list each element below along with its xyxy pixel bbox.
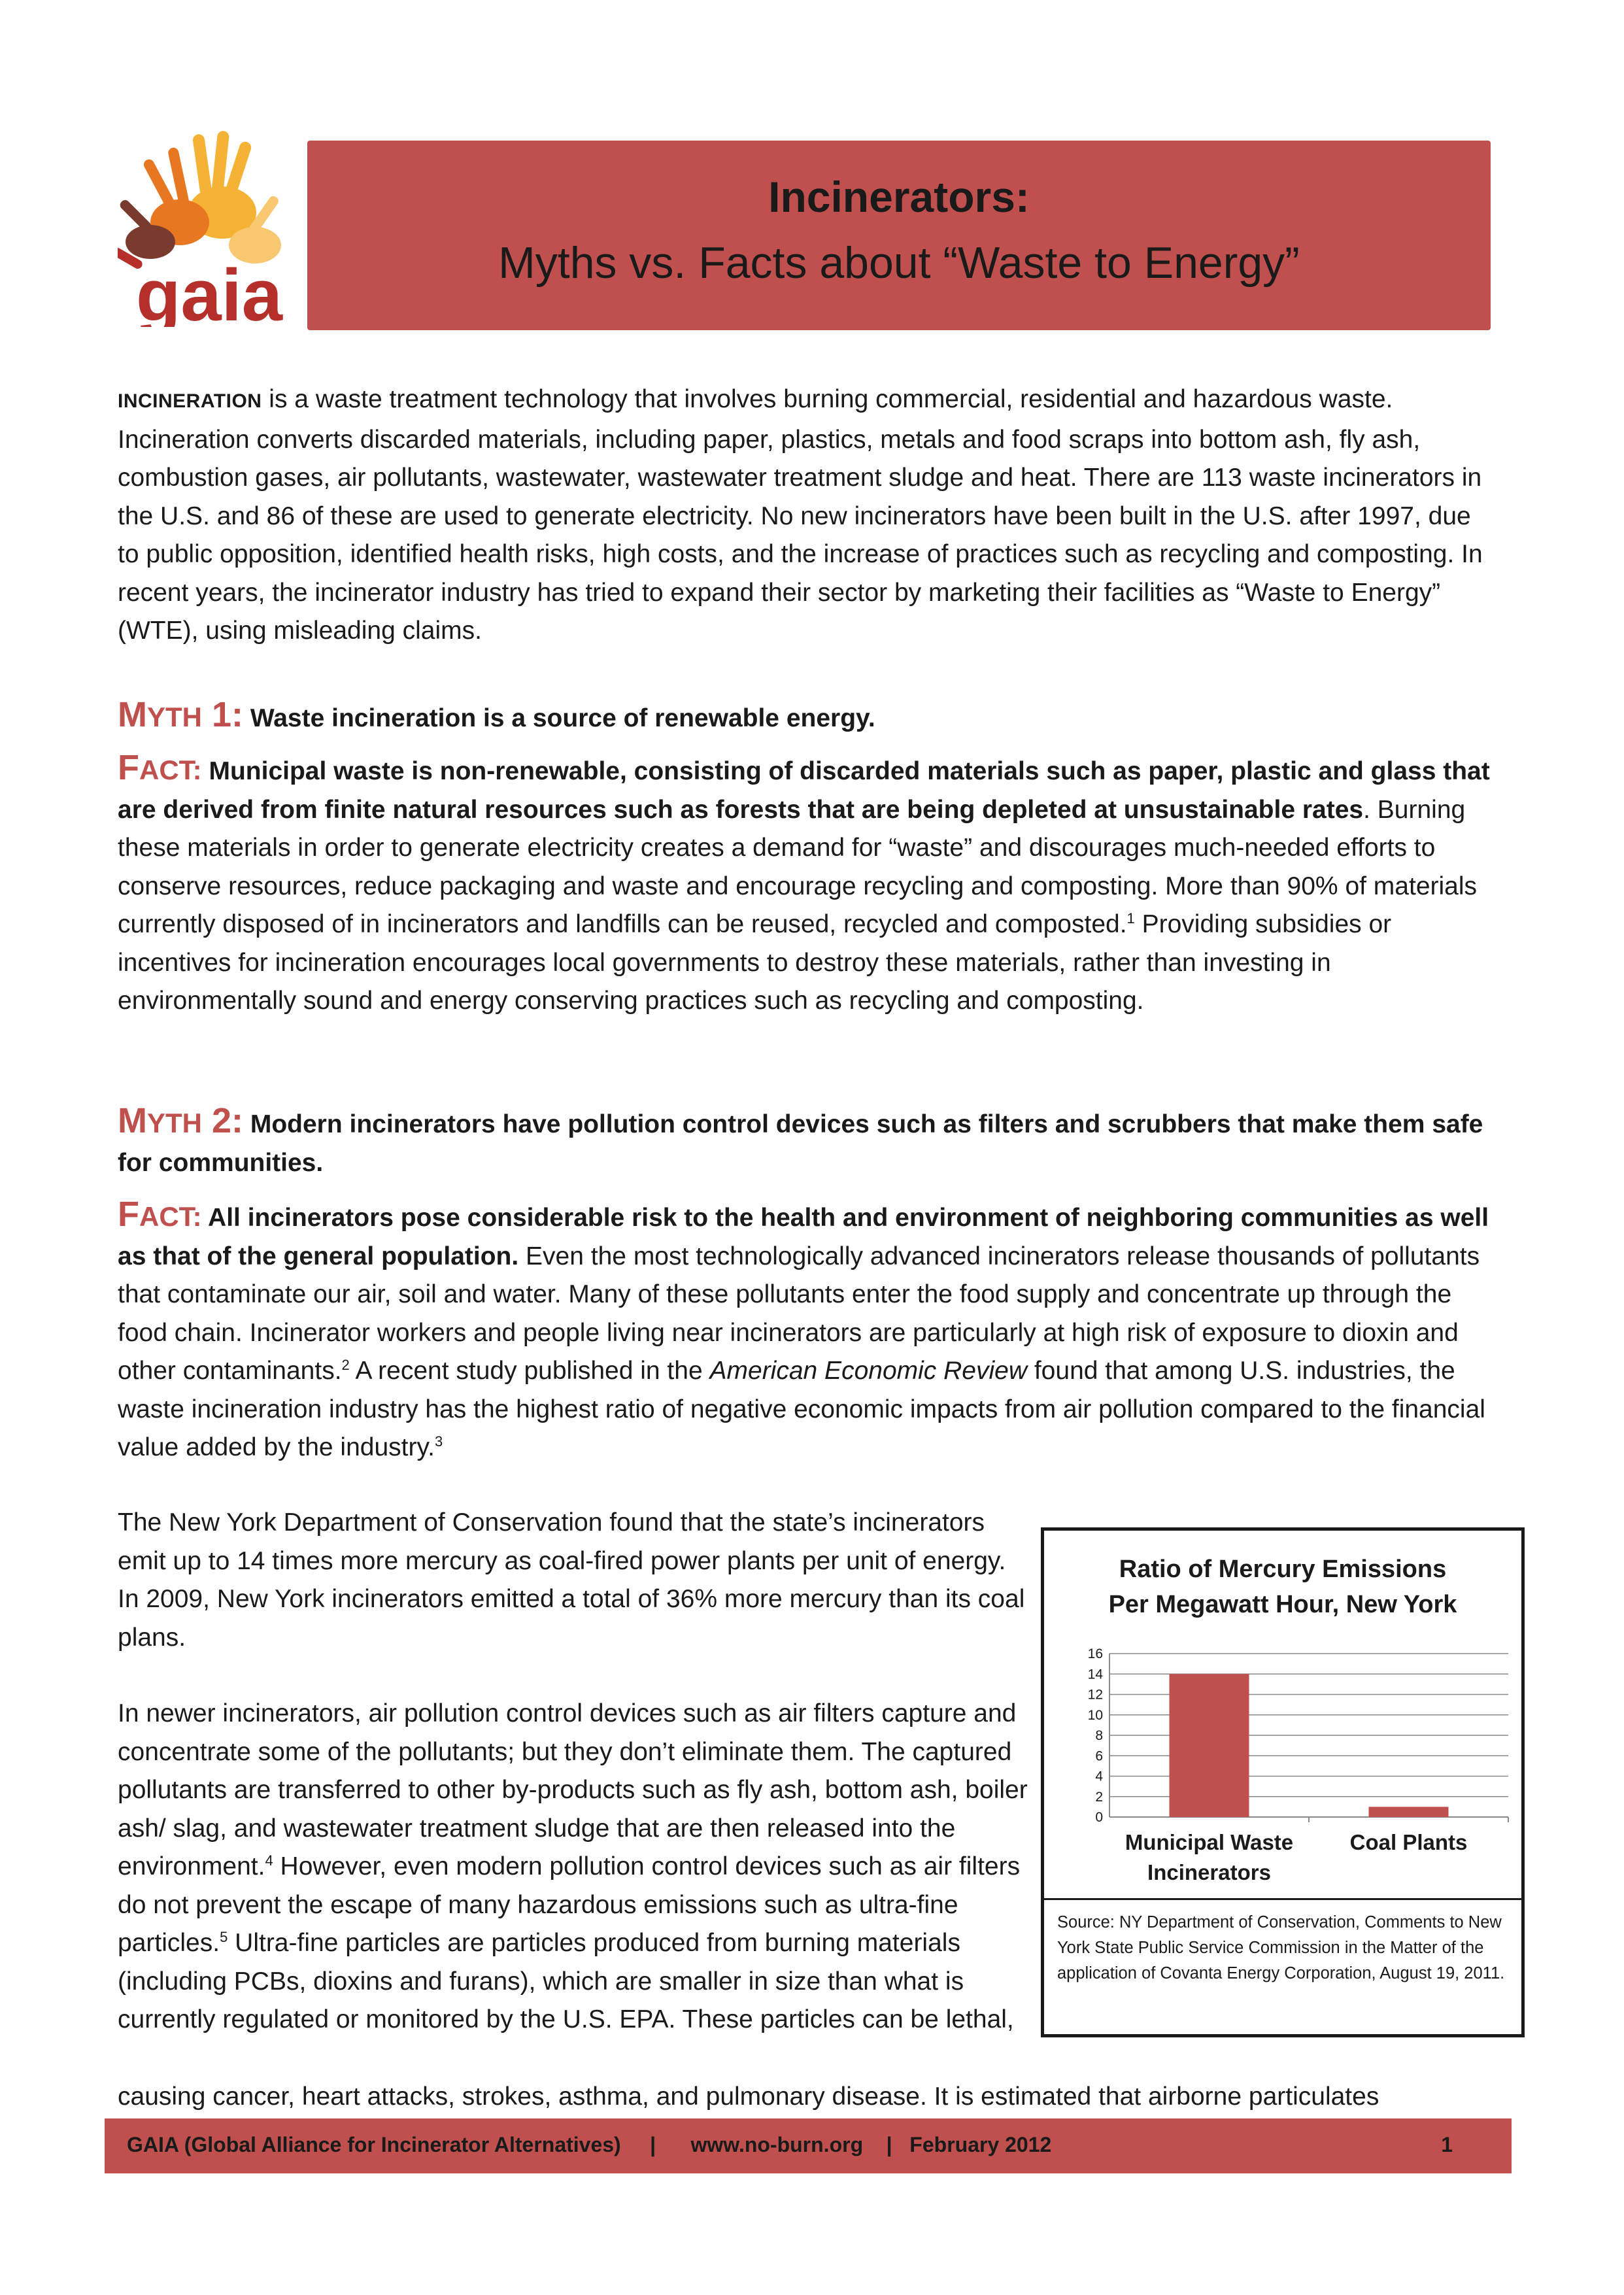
footnote-ref: 2: [341, 1357, 350, 1373]
x-category-label: Incinerators: [1147, 1860, 1271, 1884]
fact-2: FACT: All incinerators pose considerable risk to the health and environment of neighboring communities as well as that of the general population. Even the most technologically advanced incinerators release thousands of pollutants that contaminate our air, soil and water. Many of these pollutants enter the food supply and concentrate up through the food chain. Incinerator workers and people living near incinerators are particularly at high risk of exposure to dioxin and other contaminants.$^2$ A recent study published in the American Economic Review found that among U.S. industries, the waste incineration industry has the highest ratio of negative economic impacts from air pollution compared to the financial value added by the industry.$^3$: [118, 1195, 1489, 1461]
y-tick-label: 8: [1095, 1728, 1103, 1743]
y-tick-label: 16: [1087, 1646, 1103, 1661]
footnote-ref: 4: [265, 1852, 273, 1869]
footnote-ref: 1: [1126, 910, 1135, 926]
intro-paragraph: [118, 381, 1491, 651]
footnote-ref: 3: [434, 1433, 443, 1450]
y-tick-label: 6: [1095, 1748, 1103, 1764]
title-banner: [307, 141, 1491, 330]
svg-text:gaia: gaia: [135, 254, 283, 327]
y-tick-label: 12: [1087, 1687, 1103, 1703]
bar: [1170, 1674, 1249, 1817]
y-tick-label: 4: [1095, 1769, 1103, 1784]
myth-1-statement: Waste incineration is a source of renewable energy.: [243, 704, 875, 732]
myth-2: MYTH 2: Modern incinerators have pollution control devices such as filters and scrubbers that make them safe for communities.: [118, 1101, 1483, 1177]
newer-incinerators-continued: causing cancer, heart attacks, strokes, asthma, and pulmonary disease. It is estimated that airborne particulates: [118, 2082, 1379, 2111]
bar: [1369, 1807, 1449, 1817]
page-number: 1: [1441, 2133, 1453, 2156]
gaia-logo: [118, 131, 297, 327]
fact-1-claim: Municipal waste is non-renewable, consisting of discarded materials such as paper, plastic and glass that are derived from finite natural resources such as forests that are being depleted at unsustainable rates: [118, 757, 1490, 824]
myth-1: MYTH 1: Waste incineration is a source of renewable energy.: [118, 695, 875, 734]
page-title: Incinerators:: [768, 173, 1030, 221]
footnote-ref: 5: [220, 1929, 228, 1945]
intro-text: is a waste treatment technology that involves burning commercial, residential and hazardous waste. Incineration converts discarded materials, including paper, plastics, metals and food scraps into bottom ash, fly ash, combustion gases, air pollutants, wastewater, wastewater treatment sludge and heat. There are 113 waste incinerators in the U.S. and 86 of these are used to generate electricity. No new incinerators have been built in the U.S. after 1997, due to public opposition, identified health risks, high costs, and the increase of practices such as recycling and composting. In recent years, the incinerator industry has tried to expand their sector by marketing their facilities as “Waste to Energy” (WTE), using misleading claims.: [118, 385, 1483, 645]
x-category-label: Coal Plants: [1349, 1830, 1468, 1854]
footer-bar: [105, 2118, 1512, 2173]
chart-source: Source: NY Department of Conservation, Comments to New York State Public Service Commission in the Matter of the application of Covanta Energy Corporation, August 19, 2011.: [1057, 1913, 1505, 1982]
x-category-label: Municipal Waste: [1125, 1830, 1294, 1854]
chart-title: Ratio of Mercury Emissions Per Megawatt Hour, New York: [1108, 1556, 1457, 1618]
intro-lead: INCINERATION: [118, 390, 262, 412]
y-tick-label: 2: [1095, 1789, 1103, 1805]
ny-paragraph: The New York Department of Conservation found that the state’s incinerators emit up to 14 times more mercury as coal-fired power plants per unit of energy. In 2009, New York incinerators emitted a total of 36% more mercury than its coal plans.: [118, 1508, 1025, 1652]
fact-2-claim: All incinerators pose considerable risk to the health and environment of neighboring communities as well as that of the general population.: [118, 1204, 1489, 1270]
bar-chart: [1044, 1642, 1521, 1897]
newer-incinerators-paragraph: In newer incinerators, air pollution control devices such as air filters capture and concentrate some of the pollutants; but they don’t eliminate them. The captured pollutants are transferred to other by-products such as fly ash, bottom ash, boiler ash/ slag, and wastewater treatment sludge that are then released into the environment.$^4$ However, even modern pollution control devices such as air filters do not prevent the escape of many hazardous emissions such as ultra-fine particles.$^5$ Ultra-fine particles are particles produced from burning materials (including PCBs, dioxins and furans), which are smaller in size than what is currently regulated or monitored by the U.S. EPA. These particles can be lethal,: [118, 1699, 1028, 2033]
footer-text: GAIA (Global Alliance for Incinerator Alternatives) | www.no-burn.org | February 2012: [127, 2133, 1052, 2156]
y-tick-label: 0: [1095, 1810, 1103, 1825]
mercury-chart: [1041, 1527, 1525, 2037]
fact-1: FACT: Municipal waste is non-renewable, consisting of discarded materials such as paper, plastic and glass that are derived from finite natural resources such as forests that are being depleted at unsustainable rates. Burning these materials in order to generate electricity creates a demand for “waste” and discourages much-needed efforts to conserve resources, reduce packaging and waste and encourage recycling and composting. More than 90% of materials currently disposed of in incinerators and landfills can be reused, recycled and composted.$^1$ Providing subsidies or incentives for incineration encourages local governments to destroy these materials, rather than investing in environmentally sound and energy conserving practices such as recycling and composting.: [118, 748, 1490, 1015]
chart-divider: [1044, 1898, 1521, 1900]
y-tick-label: 14: [1087, 1667, 1103, 1682]
myth-2-statement: Modern incinerators have pollution control devices such as filters and scrubbers that make them safe for communities.: [118, 1110, 1483, 1177]
hands-icon: [118, 131, 297, 327]
y-tick-label: 10: [1087, 1707, 1103, 1723]
page-subtitle: Myths vs. Facts about “Waste to Energy”: [498, 238, 1300, 288]
